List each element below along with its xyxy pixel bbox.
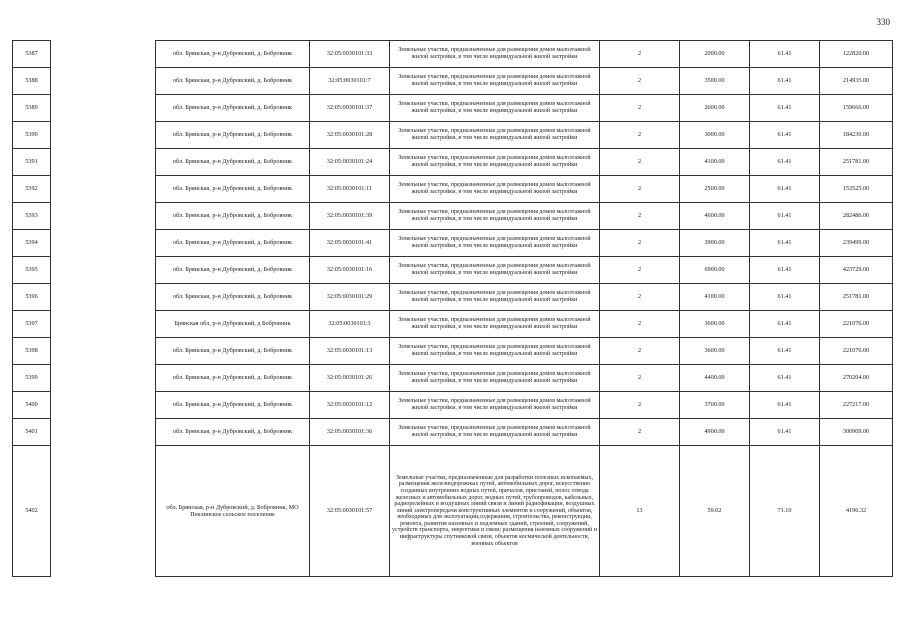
spacer-cell — [51, 230, 156, 257]
address-cell: Брянская обл, р-н Дубровский, д Бобровник — [156, 311, 310, 338]
use-group-cell: 2 — [600, 122, 680, 149]
cadastral-value-cell: 227217.00 — [820, 392, 893, 419]
area-cell: 4100.00 — [680, 284, 750, 311]
land-use-purpose-cell: Земельные участки, предназначенные для размещения домов малоэтажной жилой застройки, в том числе индивидуальной жилой застройки — [390, 176, 600, 203]
area-cell: 2600.00 — [680, 95, 750, 122]
row-number-cell: 5402 — [13, 446, 51, 577]
land-use-purpose-cell: Земельные участки, предназначенные для размещения домов малоэтажной жилой застройки, в том числе индивидуальной жилой застройки — [390, 41, 600, 68]
table-row — [13, 176, 893, 203]
row-number-cell: 5399 — [13, 365, 51, 392]
cadastral-value-cell: 153525.00 — [820, 176, 893, 203]
use-group-cell: 2 — [600, 149, 680, 176]
cadastral-number-cell: 32:05:0030101:37 — [310, 95, 390, 122]
cadastral-value-cell: 214935.00 — [820, 68, 893, 95]
land-registry-table — [12, 40, 893, 577]
use-group-cell: 2 — [600, 95, 680, 122]
land-use-purpose-cell: Земельные участки, предназначенные для размещения домов малоэтажной жилой застройки, в том числе индивидуальной жилой застройки — [390, 68, 600, 95]
cadastral-number-cell: 32:05:0030101:13 — [310, 338, 390, 365]
area-cell: 2500.00 — [680, 176, 750, 203]
area-cell: 4600.00 — [680, 203, 750, 230]
address-cell: обл. Брянская, р-н Дубровский, д. Бобровник — [156, 392, 310, 419]
specific-value-cell: 61.41 — [750, 338, 820, 365]
table-row — [13, 149, 893, 176]
cadastral-value-cell: 221076.00 — [820, 338, 893, 365]
cadastral-value-cell: 282486.00 — [820, 203, 893, 230]
area-cell: 4100.00 — [680, 149, 750, 176]
cadastral-value-cell: 184230.00 — [820, 122, 893, 149]
table-row — [13, 122, 893, 149]
use-group-cell: 2 — [600, 230, 680, 257]
specific-value-cell: 61.41 — [750, 68, 820, 95]
row-number-cell: 5394 — [13, 230, 51, 257]
use-group-cell: 2 — [600, 392, 680, 419]
spacer-cell — [51, 176, 156, 203]
cadastral-number-cell: 32:05:0030101:41 — [310, 230, 390, 257]
address-cell: обл. Брянская, р-н Дубровский, д. Бобровник, МО Пеклинское сельское поселение — [156, 446, 310, 577]
specific-value-cell: 61.41 — [750, 176, 820, 203]
row-number-cell: 5398 — [13, 338, 51, 365]
use-group-cell: 2 — [600, 311, 680, 338]
row-number-cell: 5392 — [13, 176, 51, 203]
cadastral-number-cell: 32:05:0030101:39 — [310, 203, 390, 230]
use-group-cell: 2 — [600, 176, 680, 203]
spacer-cell — [51, 257, 156, 284]
address-cell: обл. Брянская, р-н Дубровский, д. Бобровник — [156, 176, 310, 203]
address-cell: обл. Брянская, р-н Дубровский, д. Бобровник — [156, 365, 310, 392]
cadastral-value-cell: 270204.00 — [820, 365, 893, 392]
area-cell: 3700.00 — [680, 392, 750, 419]
spacer-cell — [51, 95, 156, 122]
spacer-cell — [51, 365, 156, 392]
land-use-purpose-cell: Земельные участки, предназначенные для размещения домов малоэтажной жилой застройки, в том числе индивидуальной жилой застройки — [390, 122, 600, 149]
row-number-cell: 5393 — [13, 203, 51, 230]
land-use-purpose-cell: Земельные участки, предназначенные для размещения домов малоэтажной жилой застройки, в том числе индивидуальной жилой застройки — [390, 95, 600, 122]
table-row — [13, 338, 893, 365]
spacer-cell — [51, 446, 156, 577]
specific-value-cell: 61.41 — [750, 122, 820, 149]
row-number-cell: 5388 — [13, 68, 51, 95]
address-cell: обл. Брянская, р-н Дубровский, д. Бобровник — [156, 419, 310, 446]
spacer-cell — [51, 68, 156, 95]
cadastral-number-cell: 32:05:0030101:26 — [310, 365, 390, 392]
land-use-purpose-cell: Земельные участки, предназначенные для размещения домов малоэтажной жилой застройки, в том числе индивидуальной жилой застройки — [390, 365, 600, 392]
spacer-cell — [51, 41, 156, 68]
cadastral-number-cell: 32:05:0030101:57 — [310, 446, 390, 577]
specific-value-cell: 61.41 — [750, 365, 820, 392]
table-row — [13, 365, 893, 392]
page-number: 330 — [876, 17, 890, 27]
table-row — [13, 284, 893, 311]
row-number-cell: 5396 — [13, 284, 51, 311]
row-number-cell: 5389 — [13, 95, 51, 122]
area-cell: 3600.00 — [680, 338, 750, 365]
address-cell: обл. Брянская, р-н Дубровский, д. Бобровник — [156, 257, 310, 284]
table-row — [13, 230, 893, 257]
land-use-purpose-cell: Земельные участки, предназначенные для размещения домов малоэтажной жилой застройки, в том числе индивидуальной жилой застройки — [390, 203, 600, 230]
table-row — [13, 392, 893, 419]
cadastral-number-cell: 32:05:0030101:33 — [310, 41, 390, 68]
cadastral-number-cell: 32:05:0030101:3 — [310, 311, 390, 338]
table-row — [13, 95, 893, 122]
spacer-cell — [51, 122, 156, 149]
area-cell: 4400.00 — [680, 365, 750, 392]
specific-value-cell: 61.41 — [750, 230, 820, 257]
address-cell: обл. Брянская, р-н Дубровский, д. Бобровник — [156, 122, 310, 149]
table-row — [13, 41, 893, 68]
table-row — [13, 311, 893, 338]
address-cell: обл. Брянская, р-н Дубровский, д. Бобровник — [156, 230, 310, 257]
address-cell: обл. Брянская, р-н Дубровский, д. Бобровник — [156, 203, 310, 230]
table-row — [13, 68, 893, 95]
cadastral-value-cell: 300909.00 — [820, 419, 893, 446]
cadastral-number-cell: 32:05:0030101:11 — [310, 176, 390, 203]
use-group-cell: 2 — [600, 203, 680, 230]
specific-value-cell: 61.41 — [750, 419, 820, 446]
land-use-purpose-cell: Земельные участки, предназначенные для размещения домов малоэтажной жилой застройки, в том числе индивидуальной жилой застройки — [390, 392, 600, 419]
address-cell: обл. Брянская, р-н Дубровский, д. Бобровник — [156, 338, 310, 365]
area-cell: 2000.00 — [680, 41, 750, 68]
spacer-cell — [51, 338, 156, 365]
cadastral-value-cell: 159666.00 — [820, 95, 893, 122]
area-cell: 4900.00 — [680, 419, 750, 446]
spacer-cell — [51, 311, 156, 338]
cadastral-value-cell: 122820.00 — [820, 41, 893, 68]
row-number-cell: 5387 — [13, 41, 51, 68]
cadastral-number-cell: 32:05:0030101:29 — [310, 284, 390, 311]
table-row — [13, 257, 893, 284]
address-cell: обл. Брянская, р-н Дубровский, д. Бобровник — [156, 68, 310, 95]
area-cell: 3900.00 — [680, 230, 750, 257]
spacer-cell — [51, 284, 156, 311]
spacer-cell — [51, 392, 156, 419]
cadastral-number-cell: 32:05:0030101:12 — [310, 392, 390, 419]
cadastral-value-cell: 423729.00 — [820, 257, 893, 284]
use-group-cell: 2 — [600, 284, 680, 311]
use-group-cell: 2 — [600, 41, 680, 68]
spacer-cell — [51, 419, 156, 446]
specific-value-cell: 61.41 — [750, 203, 820, 230]
spacer-cell — [51, 149, 156, 176]
address-cell: обл. Брянская, р-н Дубровский, д. Бобровник — [156, 149, 310, 176]
use-group-cell: 2 — [600, 68, 680, 95]
use-group-cell: 2 — [600, 257, 680, 284]
land-use-purpose-cell: Земельные участки, предназначенные для размещения домов малоэтажной жилой застройки, в том числе индивидуальной жилой застройки — [390, 284, 600, 311]
land-use-purpose-cell: Земельные участки, предназначенные для размещения домов малоэтажной жилой застройки, в том числе индивидуальной жилой застройки — [390, 257, 600, 284]
use-group-cell: 13 — [600, 446, 680, 577]
area-cell: 59.02 — [680, 446, 750, 577]
cadastral-value-cell: 4196.32 — [820, 446, 893, 577]
land-use-purpose-cell: Земельные участки, предназначенные для размещения домов малоэтажной жилой застройки, в том числе индивидуальной жилой застройки — [390, 338, 600, 365]
table-row — [13, 446, 893, 577]
land-use-purpose-cell: Земельные участки, предназначенные для размещения домов малоэтажной жилой застройки, в том числе индивидуальной жилой застройки — [390, 230, 600, 257]
cadastral-value-cell: 221076.00 — [820, 311, 893, 338]
specific-value-cell: 61.41 — [750, 95, 820, 122]
cadastral-value-cell: 251781.00 — [820, 284, 893, 311]
cadastral-value-cell: 251781.00 — [820, 149, 893, 176]
address-cell: обл. Брянская, р-н Дубровский, д. Бобровник — [156, 41, 310, 68]
row-number-cell: 5401 — [13, 419, 51, 446]
cadastral-value-cell: 239499.00 — [820, 230, 893, 257]
cadastral-number-cell: 32:05:0030101:28 — [310, 122, 390, 149]
row-number-cell: 5397 — [13, 311, 51, 338]
land-use-purpose-cell: Земельные участки, предназначенные для размещения домов малоэтажной жилой застройки, в том числе индивидуальной жилой застройки — [390, 419, 600, 446]
table-row — [13, 419, 893, 446]
specific-value-cell: 61.41 — [750, 392, 820, 419]
area-cell: 6900.00 — [680, 257, 750, 284]
land-use-purpose-cell: Земельные участки, предназначенные для разработки полезных ископаемых, размещения железнодорожных путей, автомобильных дорог, искусственно созданных внутренних водных путей, причалов, пристаней, полос отвода железных и автомобильных дорог, водных путей, трубопроводов, кабельных, радиорелейных и воздушных линий связи и линий радиофикации, воздушных линий электропередачи конструктивных элементов и сооружений, объектов, необходимых для эксплуатации,содержания, строительства, реконструкции, ремонта, развития наземных и подземных зданий, строений, сооружений, устройств транспорта, энергетики и связи; размещения наземных сооружений и инфраструктуры спутниковой связи, объектов космической деятельности, военных объектов — [390, 446, 600, 577]
cadastral-number-cell: 32:05:0030101:36 — [310, 419, 390, 446]
land-use-purpose-cell: Земельные участки, предназначенные для размещения домов малоэтажной жилой застройки, в том числе индивидуальной жилой застройки — [390, 311, 600, 338]
use-group-cell: 2 — [600, 365, 680, 392]
row-number-cell: 5395 — [13, 257, 51, 284]
specific-value-cell: 61.41 — [750, 257, 820, 284]
specific-value-cell: 61.41 — [750, 149, 820, 176]
address-cell: обл. Брянская, р-н Дубровский, д. Бобровник — [156, 284, 310, 311]
row-number-cell: 5400 — [13, 392, 51, 419]
area-cell: 3000.00 — [680, 122, 750, 149]
use-group-cell: 2 — [600, 338, 680, 365]
row-number-cell: 5390 — [13, 122, 51, 149]
specific-value-cell: 61.41 — [750, 41, 820, 68]
address-cell: обл. Брянская, р-н Дубровский, д. Бобровник — [156, 95, 310, 122]
area-cell: 3500.00 — [680, 68, 750, 95]
area-cell: 3600.00 — [680, 311, 750, 338]
cadastral-number-cell: 32:05:0030101:7 — [310, 68, 390, 95]
cadastral-number-cell: 32:05:0030101:24 — [310, 149, 390, 176]
spacer-cell — [51, 203, 156, 230]
specific-value-cell: 71.10 — [750, 446, 820, 577]
specific-value-cell: 61.41 — [750, 311, 820, 338]
specific-value-cell: 61.41 — [750, 284, 820, 311]
use-group-cell: 2 — [600, 419, 680, 446]
row-number-cell: 5391 — [13, 149, 51, 176]
cadastral-number-cell: 32:05:0030101:16 — [310, 257, 390, 284]
land-use-purpose-cell: Земельные участки, предназначенные для размещения домов малоэтажной жилой застройки, в том числе индивидуальной жилой застройки — [390, 149, 600, 176]
table-row — [13, 203, 893, 230]
